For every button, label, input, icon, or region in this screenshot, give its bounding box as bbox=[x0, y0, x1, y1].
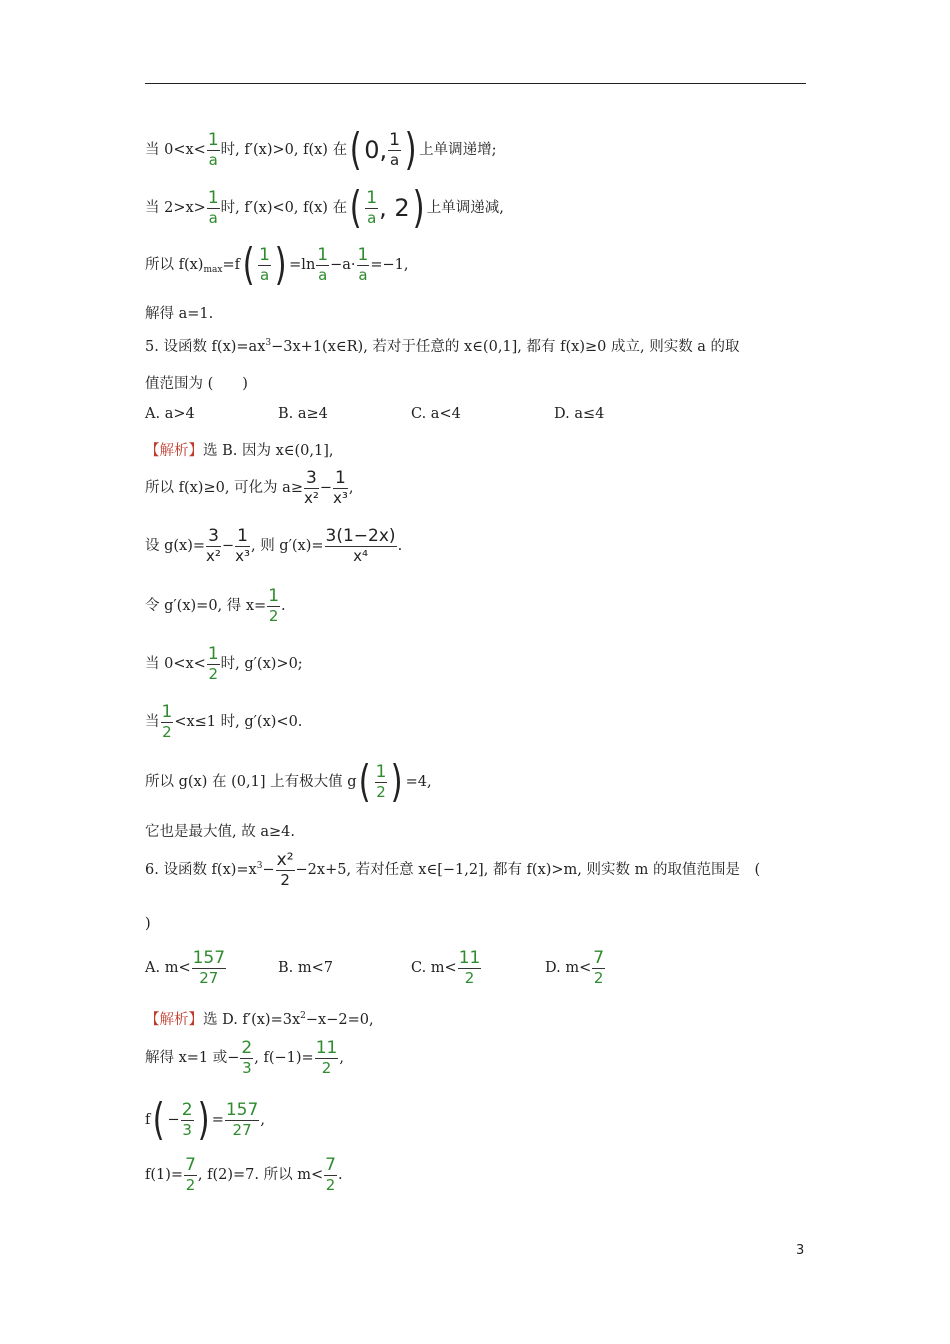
q5-solution-7: 所以 g(x) 在 (0,1] 上有极大值 g( $\frac{1}{2}$ ) =4, bbox=[145, 756, 432, 807]
q5-solution-4: 令 g′(x)=0, 得 x= $\frac{1}{2}$ . bbox=[145, 586, 286, 625]
q6-option-c: C. m< $\frac{11}{2}$ bbox=[411, 948, 481, 987]
prev-line-4: 解得 a=1. bbox=[145, 306, 214, 322]
q6-option-a: A. m< $\frac{157}{27}$ bbox=[145, 948, 226, 987]
q5-solution-2: 所以 f(x)≥0, 可化为 a≥ $\frac{3}{\text{x²}}$ − $\frac{1}{\text{x³}}$ , bbox=[145, 468, 354, 507]
q6-option-b: B. m<7 bbox=[278, 960, 333, 976]
q6-stem-2: ) bbox=[145, 916, 151, 932]
header-rule bbox=[145, 83, 806, 84]
q6-solution-2: 解得 x=1 或− $\frac{2}{3}$ , f(−1)= $\frac{11}{2}$ , bbox=[145, 1038, 344, 1077]
q5-solution-8: 它也是最大值, 故 a≥4. bbox=[145, 824, 295, 840]
q5-solution-6: 当 $\frac{1}{2}$ <x≤1 时, g′(x)<0. bbox=[145, 702, 303, 741]
q5-option-c: C. a<4 bbox=[411, 406, 461, 422]
q6-solution-1: 【解析】选 D. $f'(x)=3x^2-x-2=0$, bbox=[145, 1011, 374, 1028]
q6-solution-4: f(1)= $\frac{7}{2}$ , f(2)=7. 所以 m< $\frac{7}{2}$ . bbox=[145, 1155, 343, 1194]
analysis-tag: 【解析】 bbox=[145, 1012, 203, 1028]
q6-solution-3: f( − $\frac{2}{3}$ ) = $\frac{157}{27}$ , bbox=[145, 1094, 265, 1145]
q5-option-a: A. a>4 bbox=[145, 406, 195, 422]
q5-option-d: D. a≤4 bbox=[554, 406, 605, 422]
q5-solution-5: 当 0<x< $\frac{1}{2}$ 时, g′(x)>0; bbox=[145, 644, 303, 683]
page-number: 3 bbox=[796, 1243, 805, 1258]
q5-option-b: B. a≥4 bbox=[278, 406, 328, 422]
q6-option-d: D. m< $\frac{7}{2}$ bbox=[545, 948, 605, 987]
prev-line-1: 当 0<x< $\frac{1}{a}$ 时, f′(x)>0, f(x) 在( 0, $\frac{1}{a}$ ) 上单调递增; bbox=[145, 124, 497, 175]
prev-line-3: 所以 $f(x)_{max}=f$( $\frac{1}{a}$ ) =ln $\frac{1}{a}$ −a· $\frac{1}{a}$ =−1, bbox=[145, 239, 409, 290]
q5-stem-1: 5. 设函数 $f(x)=ax^3-3x+1(x\in R)$, 若对于任意的 x∈(0,1], 都有 f(x)≥0 成立, 则实数 a 的取 bbox=[145, 338, 740, 355]
prev-line-2: 当 2>x> $\frac{1}{a}$ 时, f′(x)<0, f(x) 在( $\frac{1}{a}$ , 2) 上单调递减, bbox=[145, 182, 504, 233]
analysis-tag: 【解析】 bbox=[145, 443, 203, 459]
q5-solution-1: 【解析】选 B. 因为 x∈(0,1], bbox=[145, 443, 334, 459]
q6-stem-1: 6. 设函数 $f(x)=x^3-$ $\frac{\text{x²}}{2}$ −2x+5, 若对任意 x∈[−1,2], 都有 f(x)>m, 则实数 m 的取值范围是 ( bbox=[145, 850, 761, 889]
q5-stem-2: 值范围为 ( ) bbox=[145, 376, 248, 392]
q5-solution-3: 设 g(x)= $\frac{3}{\text{x²}}$ − $\frac{1}{\text{x³}}$ , 则 g′(x)= $\frac{3(1-2x)}{\text{x⁴}}$ . bbox=[145, 526, 403, 565]
